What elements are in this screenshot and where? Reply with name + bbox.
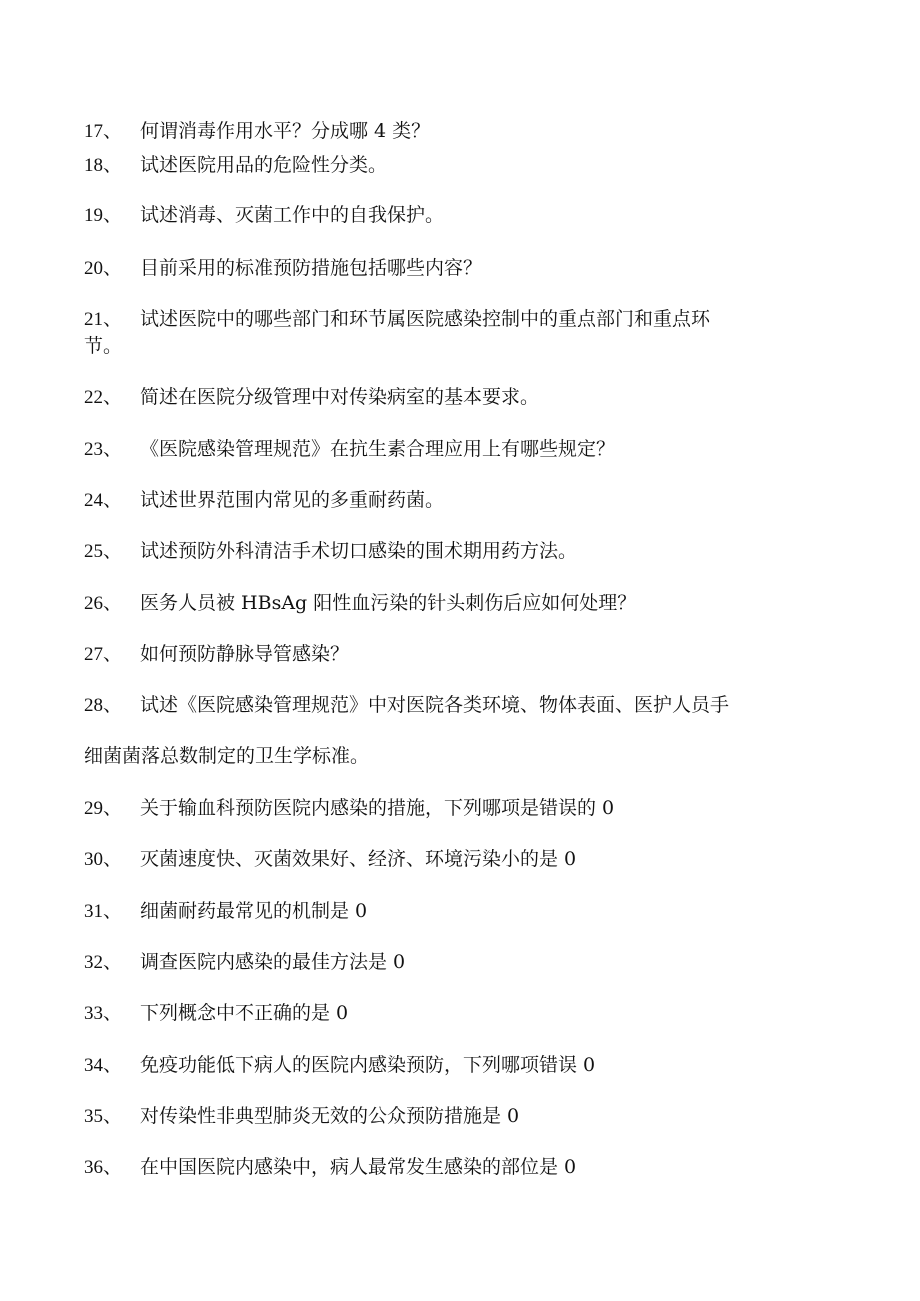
question-text: 目前采用的标准预防措施包括哪些内容？ xyxy=(140,257,483,279)
question-17 xyxy=(84,118,824,145)
question-26 xyxy=(84,590,824,617)
question-number: 25、 xyxy=(84,541,123,562)
question-number: 33、 xyxy=(84,1003,123,1024)
question-21 xyxy=(84,306,824,333)
question-28 xyxy=(84,692,824,719)
question-32 xyxy=(84,949,824,976)
question-35 xyxy=(84,1103,824,1130)
question-text: 对传染性非典型肺炎无效的公众预防措施是 0 xyxy=(140,1105,520,1127)
question-number: 31、 xyxy=(84,901,123,922)
question-text: 何谓消毒作用水平？分成哪 4 类？ xyxy=(140,120,431,142)
question-number: 21、 xyxy=(84,309,123,330)
question-text: 简述在医院分级管理中对传染病室的基本要求。 xyxy=(140,386,540,408)
question-text: 试述世界范围内常见的多重耐药菌。 xyxy=(140,489,445,511)
question-number: 27、 xyxy=(84,644,123,665)
question-34 xyxy=(84,1052,824,1079)
question-18 xyxy=(84,152,824,179)
question-31 xyxy=(84,898,824,925)
question-number: 32、 xyxy=(84,952,123,973)
question-number: 26、 xyxy=(84,593,123,614)
question-text: 关于输血科预防医院内感染的措施，下列哪项是错误的 0 xyxy=(140,797,615,819)
question-number: 29、 xyxy=(84,798,123,819)
question-text: 免疫功能低下病人的医院内感染预防，下列哪项错误 0 xyxy=(140,1054,596,1076)
question-28-continuation: 细菌菌落总数制定的卫生学标准。 xyxy=(84,745,370,767)
question-number: 19、 xyxy=(84,205,123,226)
question-text: 医务人员被 HBsAg 阳性血污染的针头刺伤后应如何处理？ xyxy=(140,592,637,614)
question-19 xyxy=(84,202,824,229)
question-number: 17、 xyxy=(84,121,123,142)
question-number: 20、 xyxy=(84,258,123,279)
question-text: 试述消毒、灭菌工作中的自我保护。 xyxy=(140,204,445,226)
question-36 xyxy=(84,1154,824,1181)
question-number: 28、 xyxy=(84,695,123,716)
question-23 xyxy=(84,436,824,463)
question-number: 36、 xyxy=(84,1157,123,1178)
question-24 xyxy=(84,487,824,514)
question-text: 如何预防静脉导管感染？ xyxy=(140,643,350,665)
question-29 xyxy=(84,795,824,822)
question-21-continuation: 节。 xyxy=(84,335,123,357)
question-20 xyxy=(84,255,824,282)
question-number: 18、 xyxy=(84,155,123,176)
question-text: 《医院感染管理规范》在抗生素合理应用上有哪些规定？ xyxy=(140,438,616,460)
question-number: 35、 xyxy=(84,1106,123,1127)
question-33 xyxy=(84,1000,824,1027)
question-30 xyxy=(84,846,824,873)
question-text: 灭菌速度快、灭菌效果好、经济、环境污染小的是 0 xyxy=(140,848,577,870)
question-text: 试述医院用品的危险性分类。 xyxy=(140,154,388,176)
question-text: 试述预防外科清洁手术切口感染的围术期用药方法。 xyxy=(140,540,578,562)
question-text: 细菌耐药最常见的机制是 0 xyxy=(140,900,368,922)
question-number: 22、 xyxy=(84,387,123,408)
question-27 xyxy=(84,641,824,668)
question-22 xyxy=(84,384,824,411)
question-text: 在中国医院内感染中，病人最常发生感染的部位是 0 xyxy=(140,1156,577,1178)
question-text: 试述《医院感染管理规范》中对医院各类环境、物体表面、医护人员手 xyxy=(140,694,730,716)
question-number: 30、 xyxy=(84,849,123,870)
question-number: 23、 xyxy=(84,439,123,460)
question-number: 24、 xyxy=(84,490,123,511)
question-number: 34、 xyxy=(84,1055,123,1076)
question-25 xyxy=(84,538,824,565)
question-text: 试述医院中的哪些部门和环节属医院感染控制中的重点部门和重点环 xyxy=(140,308,711,330)
question-text: 下列概念中不正确的是 0 xyxy=(140,1002,349,1024)
question-text: 调查医院内感染的最佳方法是 0 xyxy=(140,951,406,973)
